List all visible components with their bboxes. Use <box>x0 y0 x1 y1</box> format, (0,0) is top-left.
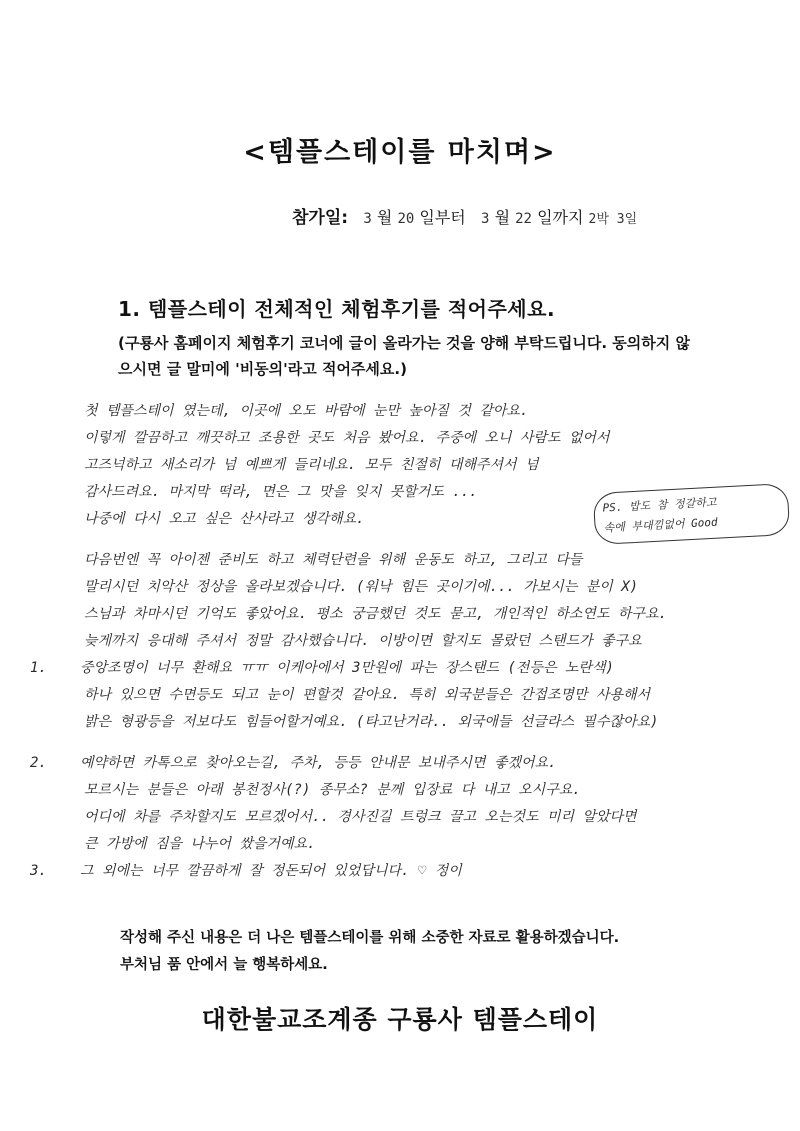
suggestion-text: 하나 있으면 수면등도 되고 눈이 편할것 같아요. 특히 외국분들은 간접조명만 사용해서 <box>84 687 651 703</box>
question-title: 1. 템플스테이 전체적인 체험후기를 적어주세요. <box>118 297 556 321</box>
review-line: 첫 템플스테이 였는데, 이곳에 오도 바람에 눈만 높아질 것 같아요. <box>84 403 529 419</box>
ps-note-line: PS. 밥도 참 정갈하고 <box>602 495 717 515</box>
review-line: 말리시던 치악산 정상을 올라보겠습니다. (워낙 힘든 곳이기에... 가보시는 분이 X) <box>84 579 639 595</box>
participation-label: 참가일: <box>292 208 349 228</box>
ps-note-bubble <box>593 483 790 545</box>
month-text-1: 월 <box>376 208 393 227</box>
page-title: <템플스테이를 마치며> <box>243 137 557 168</box>
organization-name: 대한불교조계종 구룡사 템플스테이 <box>201 1005 599 1034</box>
question-note: (구룡사 홈페이지 체험후기 코너에 글이 올라가는 것을 양해 부탁드립니다. 동의하지 않으시면 글 말미에 '비동의'라고 적어주세요.) <box>118 334 690 378</box>
month-text-2: 월 <box>494 208 511 227</box>
end-month: 3 <box>481 211 490 227</box>
handwritten-review <box>30 398 774 885</box>
review-line: 스님과 차마시던 기억도 좋았어요. 평소 궁금했던 것도 묻고, 개인적인 하소연도 하구요. <box>84 606 667 622</box>
line-spacer <box>84 736 774 750</box>
review-line: 다음번엔 꼭 아이젠 준비도 하고 체력단련을 위해 운동도 하고, 그리고 다들 <box>84 552 583 568</box>
suggestion-text: 그 외에는 너무 깔끔하게 잘 정돈되어 있었답니다. ♡ 정이 <box>80 863 462 879</box>
suggestion-number: 1. <box>30 660 47 676</box>
suggestion-text: 큰 가방에 짐을 나누어 쌌을거예요. <box>84 836 316 852</box>
end-day: 22 <box>515 211 532 227</box>
start-month: 3 <box>363 211 372 227</box>
footer-blessing: 부처님 품 안에서 늘 행복하세요. <box>120 957 328 973</box>
ps-note-line: 속에 부대낌없어 Good <box>603 515 718 535</box>
suggestion-3-line <box>30 858 774 885</box>
review-line: 고즈넉하고 새소리가 넘 예쁘게 들리네요. 모두 친절히 대해주셔서 넘 <box>84 457 539 473</box>
suggestion-text: 어디에 차를 주차할지도 모르겠어서.. 경사진길 트렁크 끌고 오는것도 미리 알았다면 <box>84 809 637 825</box>
review-line: 나중에 다시 오고 싶은 산사라고 생각해요. <box>84 511 365 527</box>
suggestion-text: 모르시는 분들은 아래 봉천정사(?) 종무소? 분께 입장료 다 내고 오시구요. <box>84 782 581 798</box>
footer-message: 작성해 주신 내용은 더 나은 템플스테이를 위해 소중한 자료로 활용하겠습니다. <box>120 930 620 946</box>
suggestion-number: 2. <box>30 755 47 771</box>
start-day: 20 <box>397 211 415 227</box>
stay-duration: 2박 3일 <box>588 212 638 227</box>
from-text: 일부터 <box>419 208 466 227</box>
suggestion-text: 중앙조명이 너무 환해요 ㅠㅠ 이케아에서 3만원에 파는 장스탠드 (전등은 노란색) <box>80 660 614 676</box>
suggestion-text: 예약하면 카톡으로 찾아오는길, 주차, 등등 안내문 보내주시면 좋겠어요. <box>80 755 557 771</box>
review-line: 늦게까지 응대해 주셔서 정말 감사했습니다. 이방이면 할지도 몰랐던 스탠드가 좋구요 <box>84 633 642 649</box>
review-line: 감사드려요. 마지막 떡라, 면은 그 맛을 잊지 못할거도 ... <box>84 484 478 500</box>
suggestion-2-line <box>30 750 774 777</box>
suggestion-text: 밝은 형광등을 저보다도 힘들어할거예요. (타고난거라.. 외국애들 선글라스 필수잖아요) <box>84 714 659 730</box>
participation-dates <box>292 203 637 228</box>
suggestion-1-line <box>30 655 774 682</box>
suggestion-number: 3. <box>30 863 47 879</box>
review-line: 이렇게 깔끔하고 깨끗하고 조용한 곳도 처음 봤어요. 주중에 오니 사람도 없어서 <box>84 430 610 446</box>
to-text: 일까지 <box>537 208 584 227</box>
